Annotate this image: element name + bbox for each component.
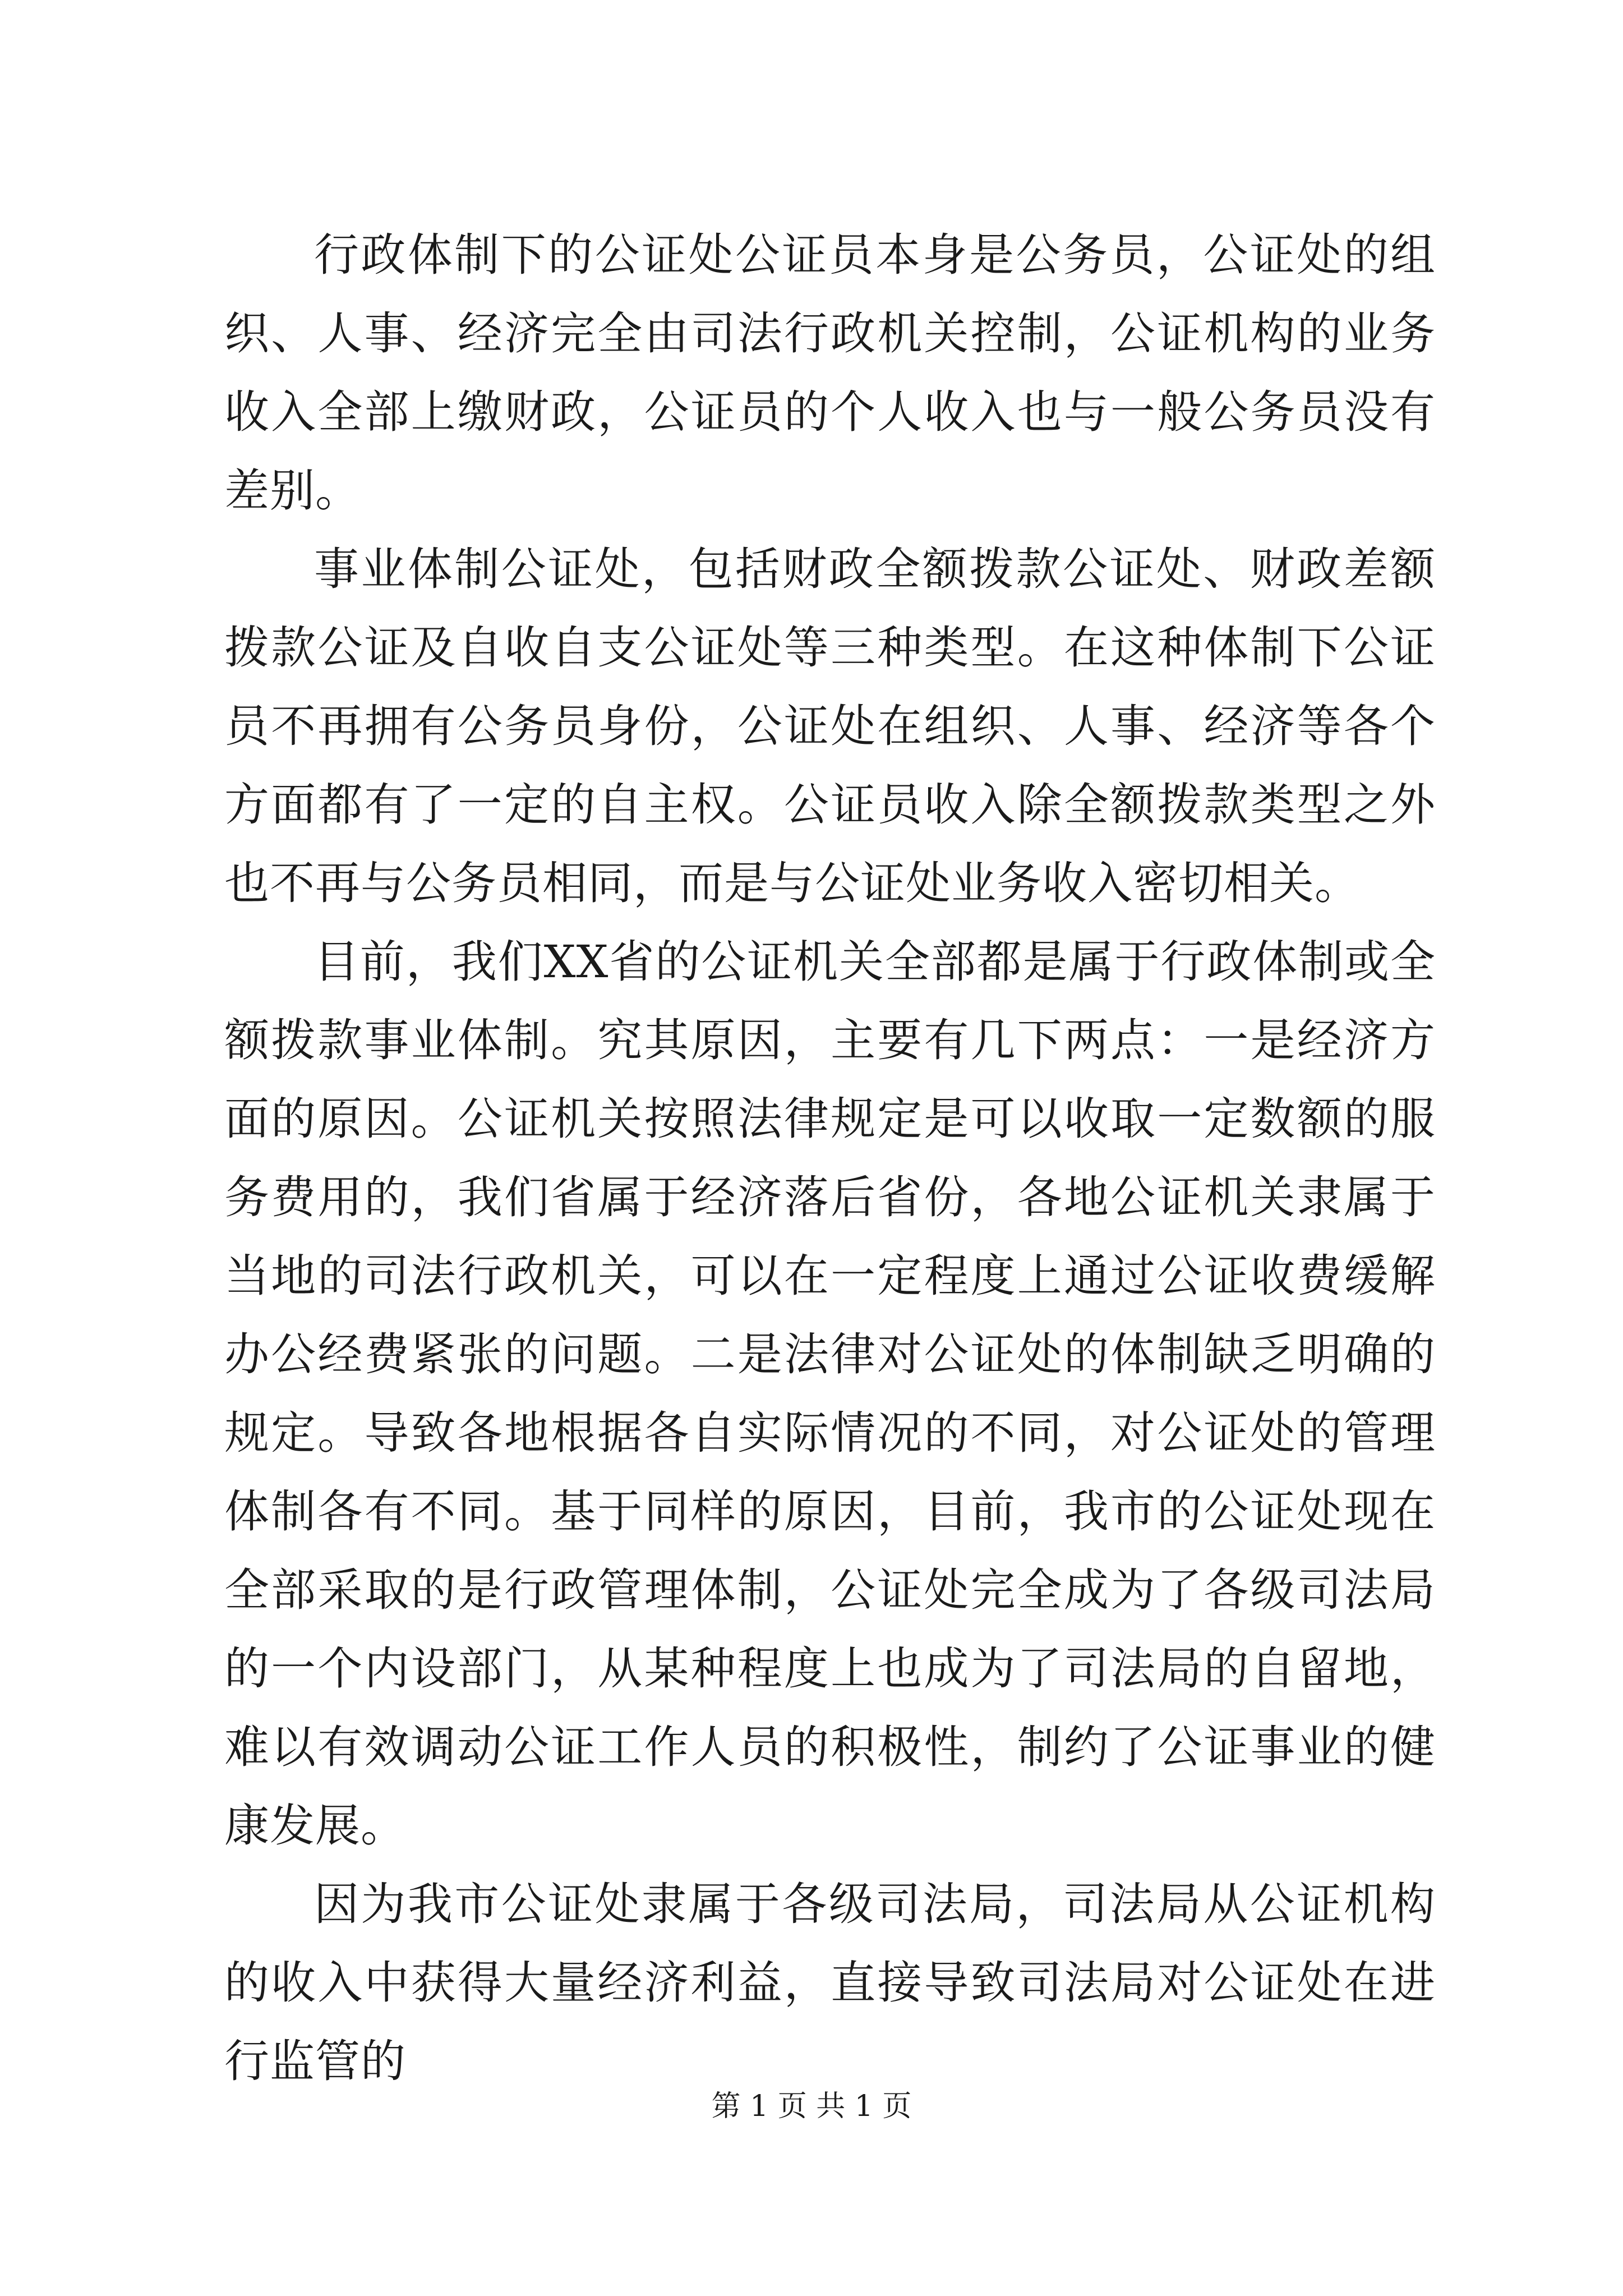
page-footer: 第 1 页 共 1 页: [711, 2090, 912, 2123]
paragraph-2: 事业体制公证处，包括财政全额拨款公证处、财政差额拨款公证及自收自支公证处等三种类型。在这种体制下公证员不再拥有公务员身份，公证处在组织、人事、经济等各个方面都有了一定的自主权。公证员收入除全额拨款类型之外也不再与公务员相同，而是与公证处业务收入密切相关。: [224, 543, 1436, 909]
paragraph-3: 目前，我们XX省的公证机关全部都是属于行政体制或全额拨款事业体制。究其原因，主要有几下两点：一是经济方面的原因。公证机关按照法律规定是可以收取一定数额的服务费用的，我们省属于经济落后省份，各地公证机关隶属于当地的司法行政机关，可以在一定程度上通过公证收费缓解办公经费紧张的问题。二是法律对公证处的体制缺乏明确的规定。导致各地根据各自实际情况的不同，对公证处的管理体制各有不同。基于同样的原因，目前，我市的公证处现在全部采取的是行政管理体制，公证处完全成为了各级司法局的一个内设部门，从某种程度上也成为了司法局的自留地，难以有效调动公证工作人员的积极性，制约了公证事业的健康发展。: [224, 936, 1436, 1852]
document-body: [224, 216, 1436, 2101]
paragraph-4: 因为我市公证处隶属于各级司法局，司法局从公证机构的收入中获得大量经济利益，直接导致司法局对公证处在进行监管的: [224, 1878, 1436, 2087]
paragraph-1: 行政体制下的公证处公证员本身是公务员，公证处的组织、人事、经济完全由司法行政机关控制，公证机构的业务收入全部上缴财政，公证员的个人收入也与一般公务员没有差别。: [224, 229, 1436, 517]
